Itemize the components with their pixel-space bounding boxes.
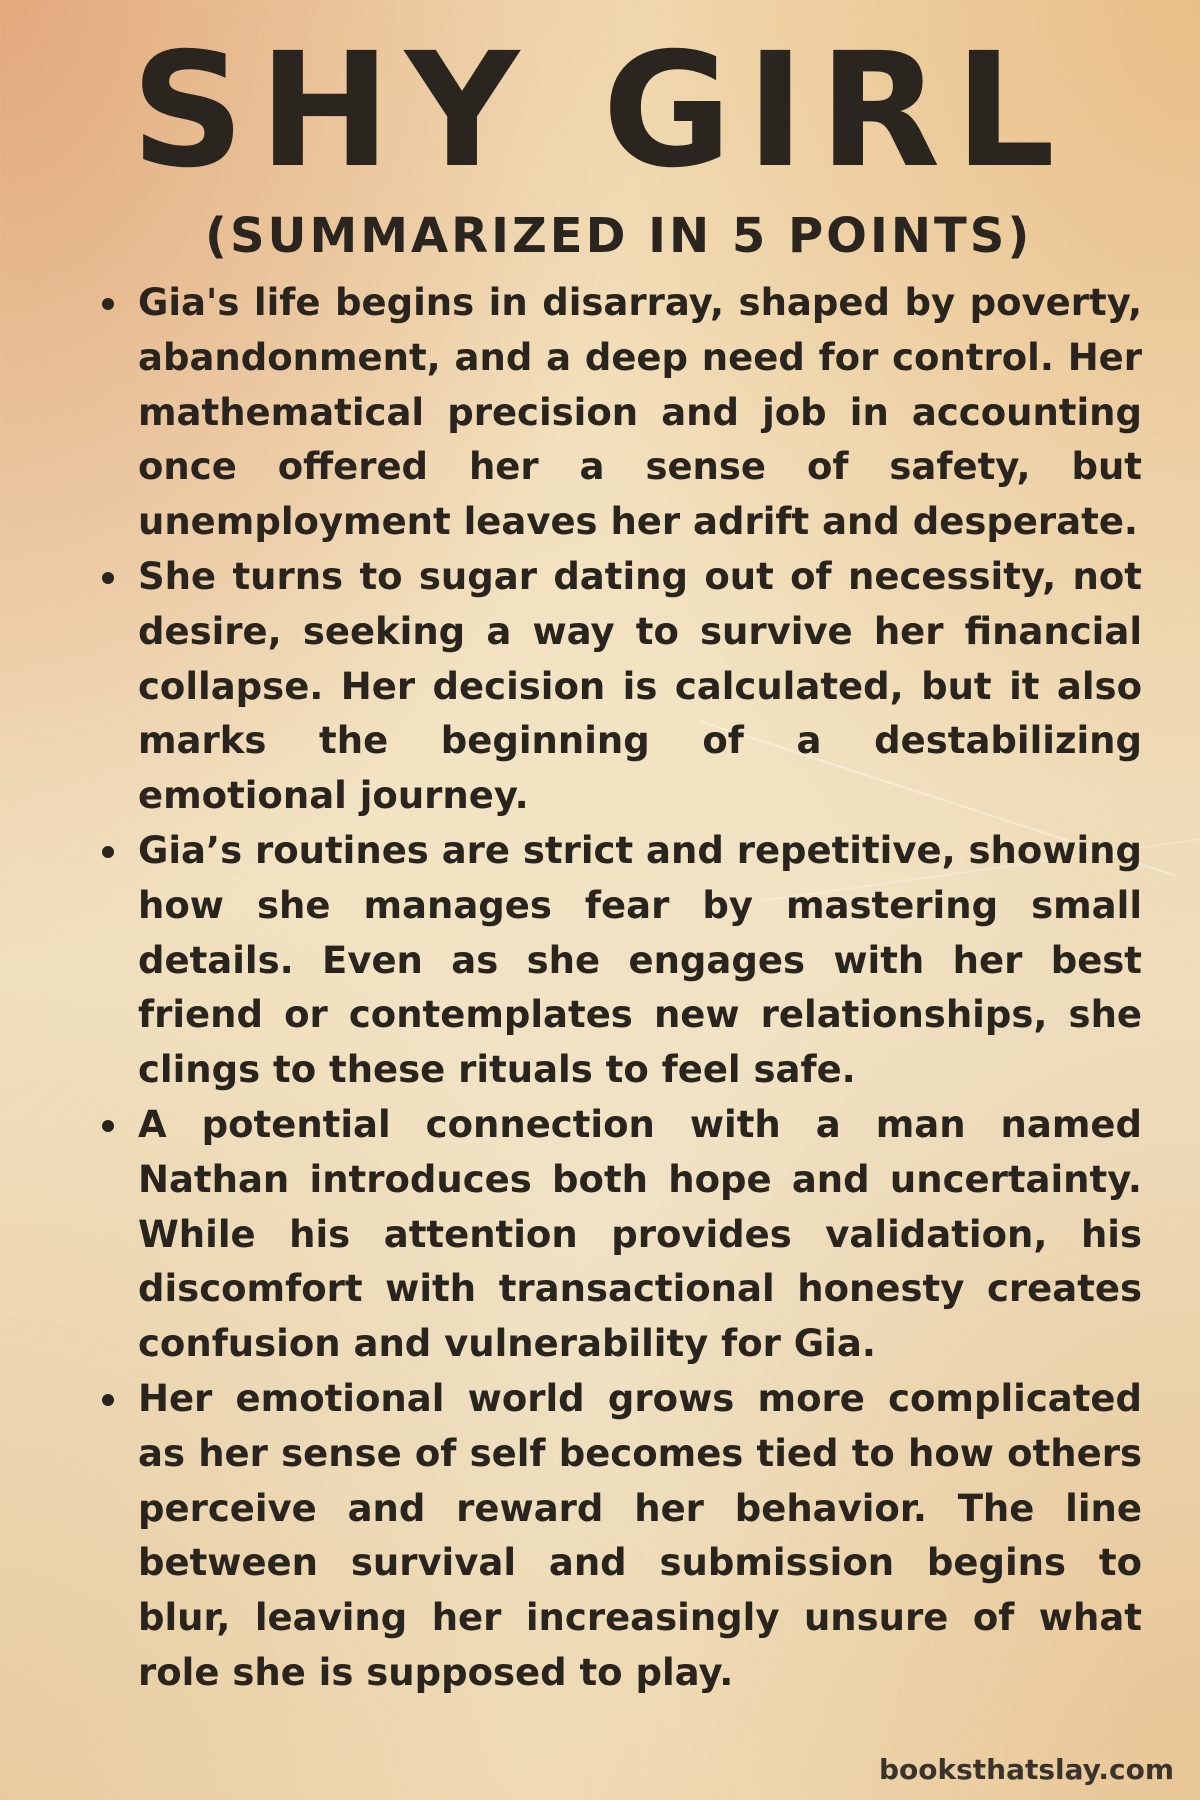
page-subtitle: (SUMMARIZED IN 5 POINTS) [205, 208, 1033, 264]
summary-point-text: She turns to sugar dating out of necessity, not desire, seeking a way to survive her financial collapse. Her decision is calculated, but it also marks the beginning of a destabilizing emotional journey. [138, 554, 1142, 818]
summary-point [98, 1098, 1142, 1372]
summary-point [98, 824, 1142, 1098]
bullet-icon [102, 846, 114, 858]
bullet-icon [102, 1120, 114, 1132]
page-title: SHY GIRL [130, 19, 1070, 203]
summary-point-text: Gia’s routines are strict and repetitive, showing how she manages fear by mastering small details. Even as she engages with her best friend or contemplates new relationships, she clings to these rituals to feel safe. [138, 828, 1142, 1092]
bullet-icon [102, 298, 114, 310]
source-credit: booksthatslay.com [878, 1753, 1174, 1786]
summary-points-list [98, 276, 1142, 1701]
summary-point [98, 1372, 1142, 1701]
summary-point-text: Her emotional world grows more complicated as her sense of self becomes tied to how others perceive and reward her behavior. The line between survival and submission begins to blur, leaving her increasingly unsure of what role she is supposed to play. [138, 1376, 1142, 1694]
bullet-icon [102, 572, 114, 584]
summary-point [98, 276, 1142, 550]
summary-point [98, 550, 1142, 824]
summary-point-text: Gia's life begins in disarray, shaped by poverty, abandonment, and a deep need for control. Her mathematical precision and job in accounting once offered her a sense of safety, but unemployment leaves her adrift and desperate. [138, 281, 1142, 544]
bullet-icon [102, 1394, 114, 1406]
summary-point-text: A potential connection with a man named Nathan introduces both hope and uncertainty. While his attention provides validation, his discomfort with transactional honesty creates confusion and vulnerability for Gia. [138, 1102, 1142, 1366]
